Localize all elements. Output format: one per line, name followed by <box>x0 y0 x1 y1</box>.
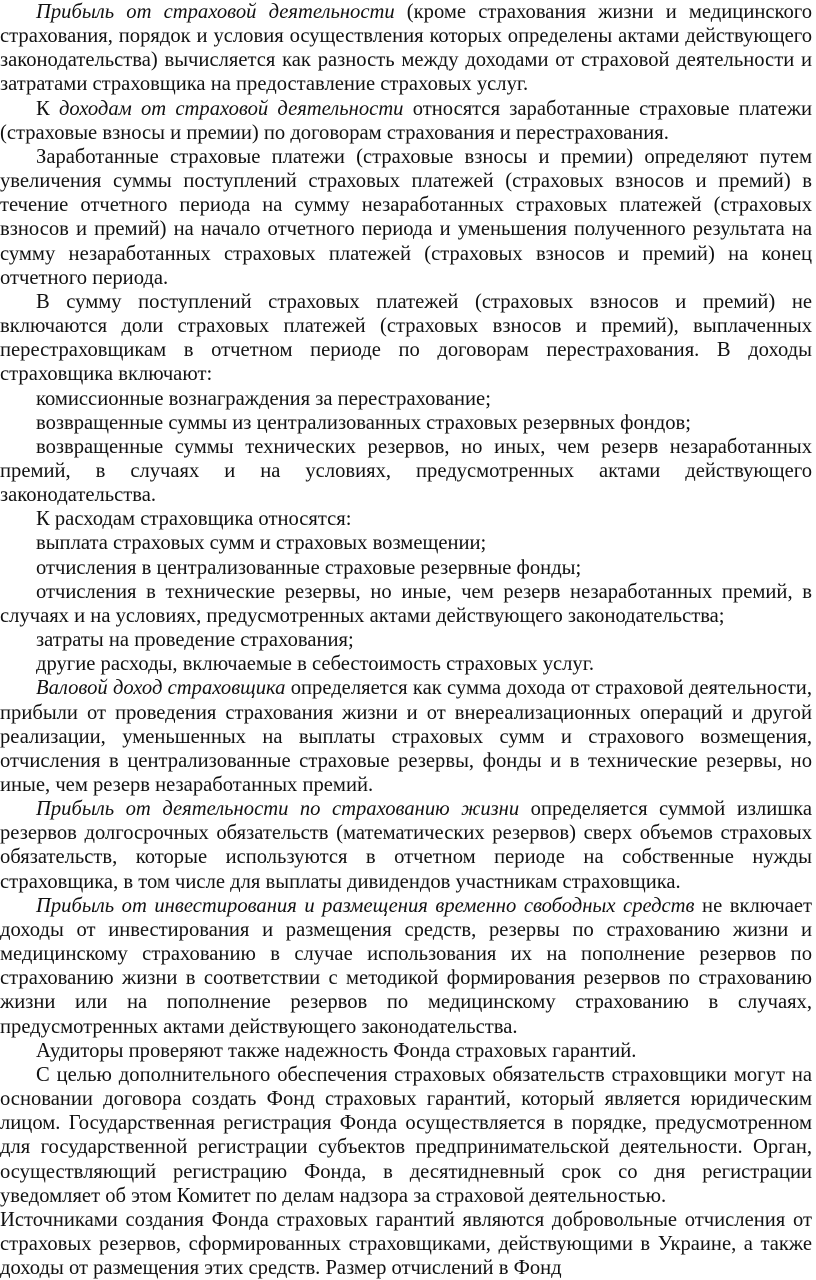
paragraph-life-insurance-profit <box>0 797 812 894</box>
paragraph-text: (кроме страхования жизни и медицинского страхования, порядок и условия осуществления которых определены актами действующего законодательства) вычисляется как разность между доходами от страховой деятельности и затратами страховщика на предоставление страховых услуг. <box>0 1 812 96</box>
paragraph-profit-insurance <box>0 0 812 97</box>
list-item-expense: другие расходы, включаемые в себестоимость страховых услуг. <box>36 653 594 676</box>
term-income-insurance: доходам от страховой деятельности <box>58 97 404 120</box>
term-profit-insurance: Прибыль от страховой деятельности <box>36 1 395 23</box>
term-life-insurance-profit: Прибыль от деятельности по страхованию жизни <box>36 798 520 821</box>
list-item-expense: отчисления в централизованные страховые резервные фонды; <box>36 556 582 579</box>
term-gross-income: Валовой доход страховщика <box>36 677 286 700</box>
paragraph-gross-income <box>0 676 812 797</box>
list-item-expense: выплата страховых сумм и страховых возмещении; <box>36 532 487 555</box>
paragraph-text: не включает доходы от инвестирования и размещения средств, резервы по страхованию жизни и медицинскому страхованию в случае использования их на пополнение резервов по страхованию жизни в соответствии с методикой формирования резервов по страхованию жизни или на пополнение резервов по медицинскому страхованию в случаях, предусмотренных актами действующего законодательства. <box>0 894 813 1038</box>
paragraph-prefix: К <box>36 97 59 120</box>
paragraph-expenses-heading: К расходам страховщика относятся: <box>36 508 352 531</box>
paragraph-receipts: В сумму поступлений страховых платежей (страховых взносов и премий) не включаются доли страховых платежей (страховых взносов и премий), выплаченных перестраховщикам в отчетном периоде по договорам перестрахования. В доходы страховщика включают: <box>0 290 812 386</box>
paragraph-guarantee-fund: С целью дополнительного обеспечения страховых обязательств страховщики могут на основании договора создать Фонд страховых гарантий, который является юридическим лицом. Государственная регистрация Фонда осуществляется в порядке, предусмотренном для государственной регистрации субъектов предпринимательской деятельности. Орган, осуществляющий регистрацию Фонда, в десятидневный срок со дня регистрации уведомляет об этом Комитет по делам надзора за страховой деятельностью. <box>0 1063 812 1207</box>
paragraph-text: относятся заработанные страховые платежи (страховые взносы и премии) по договорам страхования и перестрахования. <box>0 97 812 144</box>
list-item-income: возвращенные суммы из централизованных страховых резервных фондов; <box>36 411 691 434</box>
list-item-income: комиссионные вознаграждения за перестрахование; <box>36 387 491 410</box>
paragraph-auditors: Аудиторы проверяют также надежность Фонда страховых гарантий. <box>36 1039 637 1062</box>
term-investment-profit: Прибыль от инвестирования и размещения временно свободных средств <box>36 894 695 917</box>
list-item-expense: отчисления в технические резервы, но иные, чем резерв незаработанных премий, в случаях и на условиях, предусмотренных актами действующего законодательства; <box>0 580 812 627</box>
paragraph-earned-payments: Заработанные страховые платежи (страховые взносы и премии) определяют путем увеличения суммы поступлений страховых платежей (страховых взносов и премий) в течение отчетного периода на сумму незаработанных страховых платежей (страховых взносов и премий) на начало отчетного периода и уменьшения полученного результата на сумму незаработанных страховых платежей (страховых взносов и премий) на конец отчетного периода. <box>0 145 812 289</box>
paragraph-investment-profit <box>0 894 812 1039</box>
paragraph-fund-sources: Источниками создания Фонда страховых гарантий являются добровольные отчисления от страховых резервов, сформированных страховщиками, действующими в Украине, а также доходы от размещения этих средств. Размер отчислений в Фонд <box>0 1208 812 1280</box>
paragraph-income-insurance <box>0 97 812 145</box>
paragraph-text: определяется как сумма дохода от страховой деятельности, прибыли от проведения страхования жизни и от внереализационных операций и другой реализации, уменьшенных на выплаты страховых сумм и страхового возмещения, отчисления в централизованные страховые резервы, фонды и в технические резервы, но иные, чем резерв незаработанных премий. <box>0 677 812 796</box>
list-item-income: возвращенные суммы технических резервов, но иных, чем резерв незаработанных премий, в случаях и на условиях, предусмотренных актами действующего законодательства. <box>0 435 812 507</box>
paragraph-text: определяется суммой излишка резервов долгосрочных обязательств (математических резервов) сверх объемов страховых обязательств, которые используются в отчетном периоде на собственные нужды страховщика, в том числе для выплаты дивидендов участникам страховщика. <box>0 798 812 893</box>
list-item-expense: затраты на проведение страхования; <box>36 629 354 652</box>
